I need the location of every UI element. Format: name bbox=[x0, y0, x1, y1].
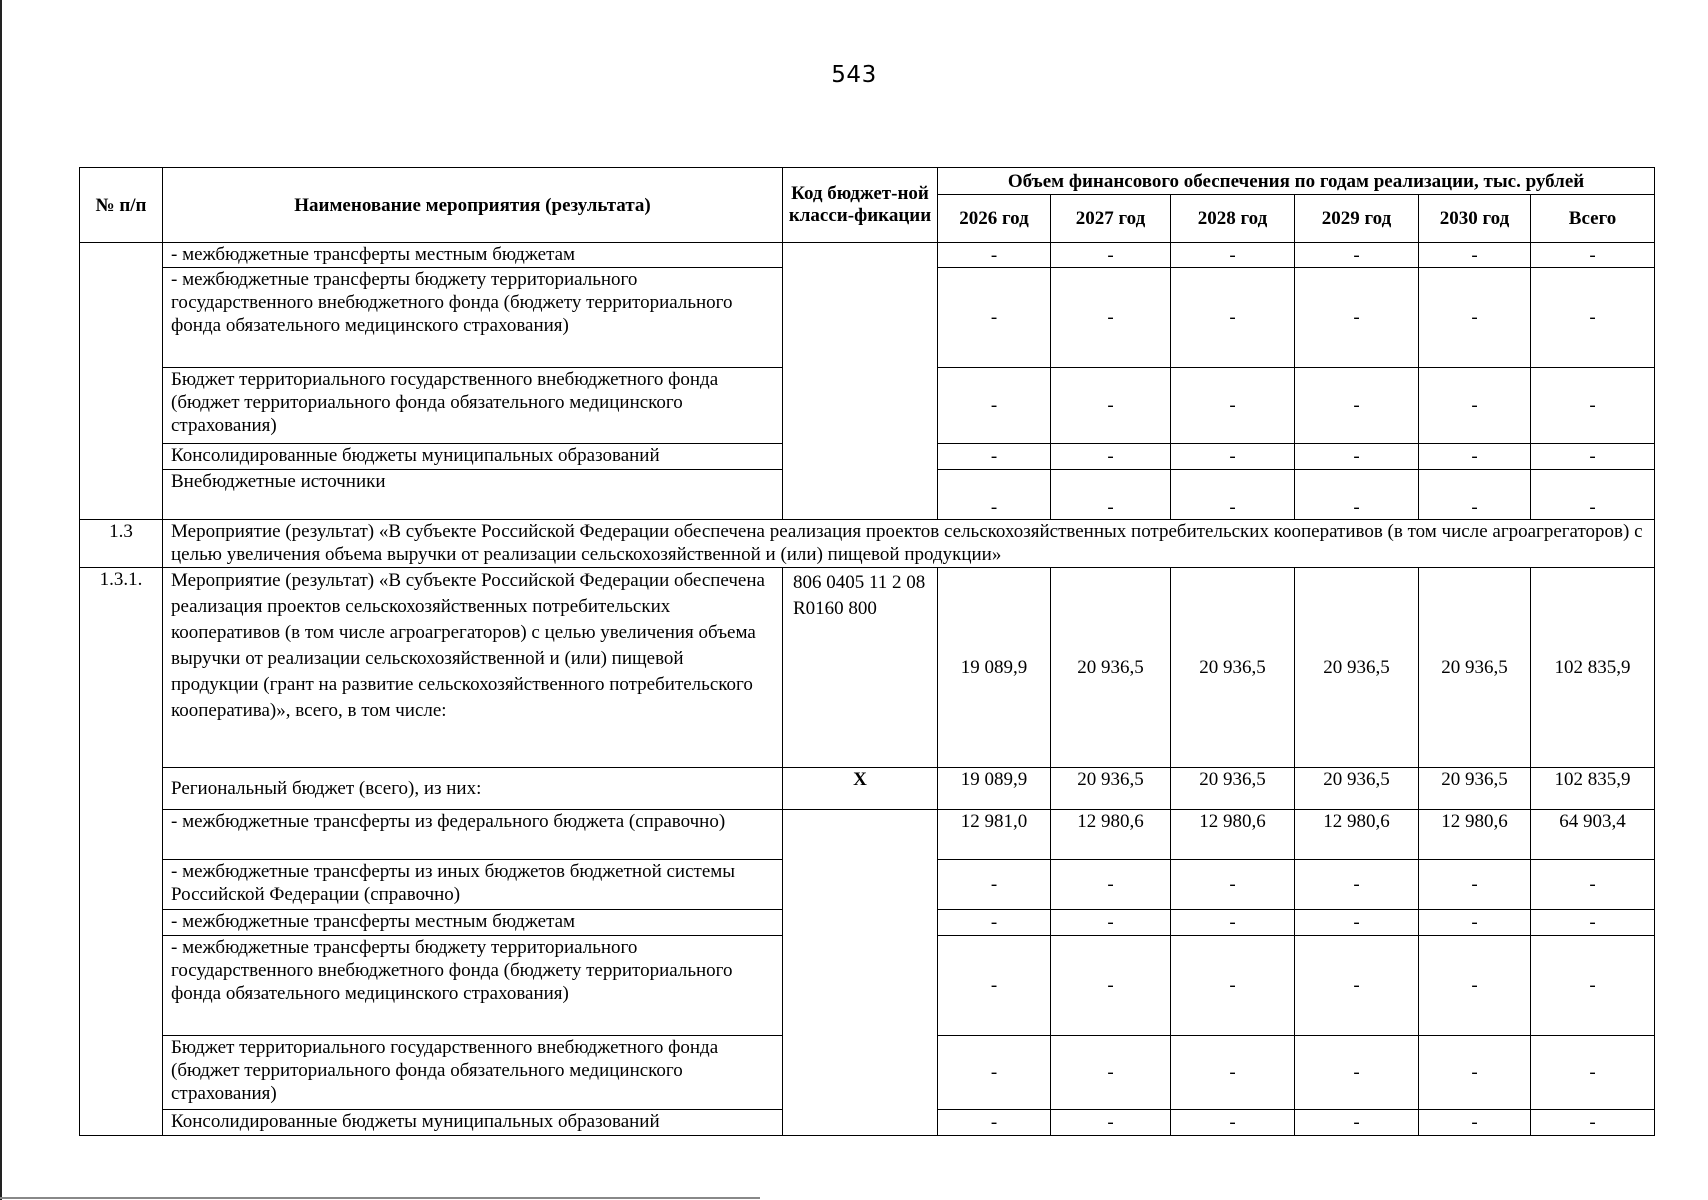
code-cell bbox=[783, 243, 938, 520]
value-cell: - bbox=[938, 268, 1051, 368]
value-cell: - bbox=[938, 860, 1051, 910]
value-cell: - bbox=[1531, 444, 1655, 470]
value-cell: - bbox=[1419, 860, 1531, 910]
value-cell: - bbox=[1171, 936, 1295, 1036]
value-cell: - bbox=[1295, 860, 1419, 910]
value-cell: - bbox=[1419, 243, 1531, 268]
value-cell: - bbox=[938, 243, 1051, 268]
row-name: Региональный бюджет (всего), из них: bbox=[163, 768, 783, 810]
value-cell: - bbox=[1531, 1110, 1655, 1136]
item-number: 1.3.1. bbox=[80, 568, 163, 1136]
value-cell: - bbox=[1171, 1036, 1295, 1110]
header-num: № п/п bbox=[80, 168, 163, 243]
row-name: - межбюджетные трансферты бюджету территориального государственного внебюджетного фонда (бюджету территориального фонда обязательного медицинского страхования) bbox=[163, 936, 783, 1036]
value-cell: 64 903,4 bbox=[1531, 810, 1655, 860]
value-cell: - bbox=[1295, 910, 1419, 936]
value-cell: - bbox=[1419, 936, 1531, 1036]
value-cell: - bbox=[1295, 936, 1419, 1036]
row-name: - межбюджетные трансферты из иных бюджетов бюджетной системы Российской Федерации (справочно) bbox=[163, 860, 783, 910]
row-name: - межбюджетные трансферты местным бюджетам bbox=[163, 243, 783, 268]
value-cell: - bbox=[1051, 470, 1171, 520]
row-name: Внебюджетные источники bbox=[163, 470, 783, 520]
value-cell: 12 981,0 bbox=[938, 810, 1051, 860]
value-cell: - bbox=[938, 1110, 1051, 1136]
value-cell: - bbox=[938, 910, 1051, 936]
page-bottom-border bbox=[0, 1197, 760, 1199]
header-year-2027: 2027 год bbox=[1051, 195, 1171, 243]
section-number: 1.3 bbox=[80, 520, 163, 568]
header-code: Код бюджет-ной класси-фикации bbox=[783, 168, 938, 243]
value-cell: - bbox=[1531, 268, 1655, 368]
num-cell bbox=[80, 243, 163, 520]
section-row bbox=[80, 520, 1655, 568]
row-name: - межбюджетные трансферты местным бюджетам bbox=[163, 910, 783, 936]
value-cell: - bbox=[1531, 860, 1655, 910]
value-cell: - bbox=[1171, 444, 1295, 470]
value-cell: - bbox=[1531, 910, 1655, 936]
table-row bbox=[80, 243, 1655, 268]
value-cell: - bbox=[1295, 470, 1419, 520]
value-cell: - bbox=[1171, 268, 1295, 368]
value-cell: - bbox=[938, 936, 1051, 1036]
item-row bbox=[80, 568, 1655, 768]
value-cell: - bbox=[1051, 910, 1171, 936]
header-year-2028: 2028 год bbox=[1171, 195, 1295, 243]
item-name: Мероприятие (результат) «В субъекте Российской Федерации обеспечена реализация проектов сельскохозяйственных потребительских кооперативов (в том числе агроагрегаторов) с целью увеличения объема выручки от реализации сельскохозяйственной и (или) пищевой продукции (грант на развитие сельскохозяйственного потребительского кооператива)», всего, в том числе: bbox=[163, 568, 783, 768]
value-cell: 20 936,5 bbox=[1419, 568, 1531, 768]
value-cell: - bbox=[1051, 1036, 1171, 1110]
code-cell: Х bbox=[783, 768, 938, 810]
value-cell: 20 936,5 bbox=[1295, 568, 1419, 768]
value-cell: - bbox=[1171, 470, 1295, 520]
financing-table bbox=[79, 167, 1655, 1136]
value-cell: - bbox=[1531, 243, 1655, 268]
page-number: 543 bbox=[831, 62, 877, 88]
value-cell: - bbox=[1531, 368, 1655, 444]
item-code: 806 0405 11 2 08 R0160 800 bbox=[783, 568, 938, 768]
value-cell: - bbox=[1051, 243, 1171, 268]
header-total: Всего bbox=[1531, 195, 1655, 243]
row-name: Консолидированные бюджеты муниципальных образований bbox=[163, 444, 783, 470]
header-row bbox=[80, 168, 1655, 195]
value-cell: - bbox=[1171, 368, 1295, 444]
section-title: Мероприятие (результат) «В субъекте Российской Федерации обеспечена реализация проектов сельскохозяйственных потребительских кооперативов (в том числе агроагрегаторов) с целью увеличения объема выручки от реализации сельскохозяйственной и (или) пищевой продукции» bbox=[163, 520, 1655, 568]
value-cell: - bbox=[938, 470, 1051, 520]
value-cell: - bbox=[938, 368, 1051, 444]
value-cell: - bbox=[1419, 470, 1531, 520]
value-cell: 12 980,6 bbox=[1295, 810, 1419, 860]
value-cell: - bbox=[1051, 444, 1171, 470]
value-cell: - bbox=[1051, 1110, 1171, 1136]
value-cell: - bbox=[1051, 860, 1171, 910]
value-cell: - bbox=[1419, 368, 1531, 444]
value-cell: - bbox=[1051, 936, 1171, 1036]
header-year-2030: 2030 год bbox=[1419, 195, 1531, 243]
value-cell: - bbox=[1295, 368, 1419, 444]
value-cell: 20 936,5 bbox=[1171, 768, 1295, 810]
header-financing-group: Объем финансового обеспечения по годам реализации, тыс. рублей bbox=[938, 168, 1655, 195]
value-cell: 19 089,9 bbox=[938, 568, 1051, 768]
value-cell: 19 089,9 bbox=[938, 768, 1051, 810]
value-cell: - bbox=[1419, 268, 1531, 368]
value-cell: - bbox=[1171, 243, 1295, 268]
value-cell: - bbox=[938, 444, 1051, 470]
row-name: Бюджет территориального государственного внебюджетного фонда (бюджет территориального фонда обязательного медицинского страхования) bbox=[163, 368, 783, 444]
value-cell: - bbox=[1295, 268, 1419, 368]
value-cell: - bbox=[1171, 860, 1295, 910]
page-left-border bbox=[0, 0, 2, 1200]
header-year-2029: 2029 год bbox=[1295, 195, 1419, 243]
value-cell: 102 835,9 bbox=[1531, 568, 1655, 768]
row-name: - межбюджетные трансферты из федерального бюджета (справочно) bbox=[163, 810, 783, 860]
value-cell: - bbox=[1051, 368, 1171, 444]
value-cell: - bbox=[1295, 243, 1419, 268]
value-cell: - bbox=[1531, 470, 1655, 520]
value-cell: - bbox=[1171, 910, 1295, 936]
value-cell: - bbox=[1419, 1036, 1531, 1110]
value-cell: - bbox=[1171, 1110, 1295, 1136]
value-cell: 12 980,6 bbox=[1419, 810, 1531, 860]
row-name: Бюджет территориального государственного внебюджетного фонда (бюджет территориального фонда обязательного медицинского страхования) bbox=[163, 1036, 783, 1110]
header-year-2026: 2026 год bbox=[938, 195, 1051, 243]
value-cell: 20 936,5 bbox=[1295, 768, 1419, 810]
value-cell: - bbox=[1419, 910, 1531, 936]
value-cell: - bbox=[1419, 444, 1531, 470]
row-name: Консолидированные бюджеты муниципальных образований bbox=[163, 1110, 783, 1136]
value-cell: - bbox=[1531, 936, 1655, 1036]
regional-row bbox=[80, 768, 1655, 810]
value-cell: 102 835,9 bbox=[1531, 768, 1655, 810]
value-cell: - bbox=[1051, 268, 1171, 368]
value-cell: 20 936,5 bbox=[1051, 568, 1171, 768]
value-cell: - bbox=[938, 1036, 1051, 1110]
value-cell: 12 980,6 bbox=[1171, 810, 1295, 860]
header-name: Наименование мероприятия (результата) bbox=[163, 168, 783, 243]
row-name: - межбюджетные трансферты бюджету территориального государственного внебюджетного фонда (бюджету территориального фонда обязательного медицинского страхования) bbox=[163, 268, 783, 368]
value-cell: 20 936,5 bbox=[1171, 568, 1295, 768]
code-cell bbox=[783, 810, 938, 1136]
value-cell: - bbox=[1419, 1110, 1531, 1136]
value-cell: - bbox=[1531, 1036, 1655, 1110]
value-cell: - bbox=[1295, 444, 1419, 470]
value-cell: 20 936,5 bbox=[1419, 768, 1531, 810]
value-cell: 20 936,5 bbox=[1051, 768, 1171, 810]
value-cell: 12 980,6 bbox=[1051, 810, 1171, 860]
value-cell: - bbox=[1295, 1110, 1419, 1136]
table-row bbox=[80, 810, 1655, 860]
value-cell: - bbox=[1295, 1036, 1419, 1110]
